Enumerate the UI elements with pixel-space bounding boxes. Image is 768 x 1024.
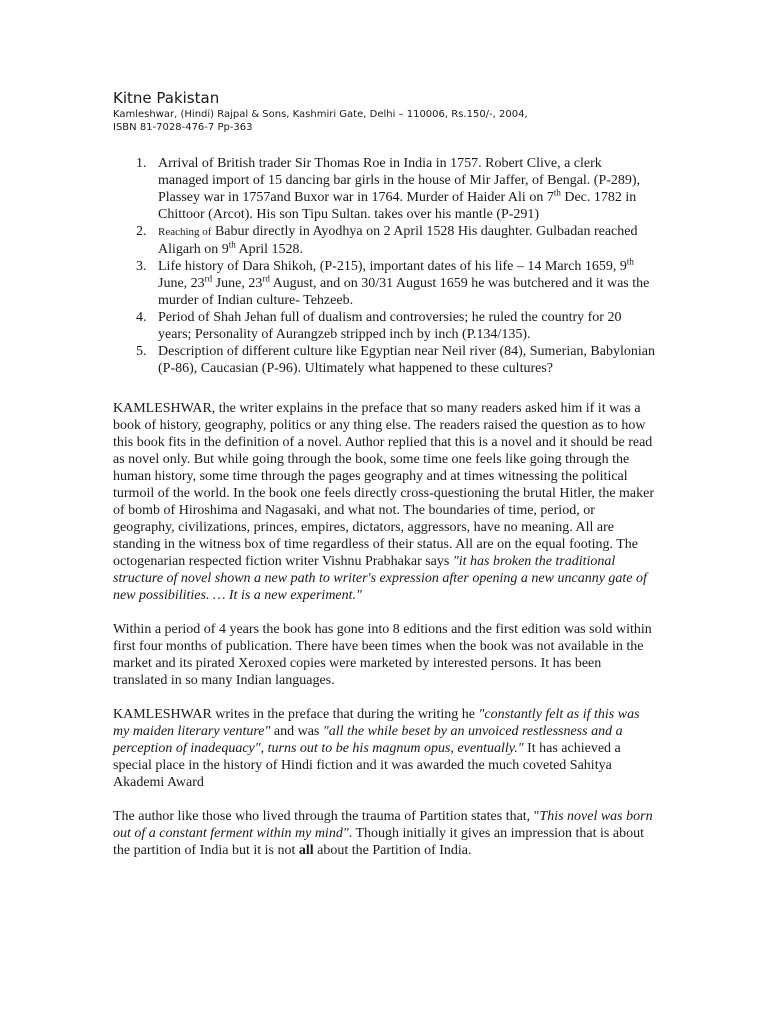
list-text: June, 23 xyxy=(212,276,263,291)
paragraph-magnum-opus xyxy=(113,706,655,791)
paragraph-preface xyxy=(113,400,655,604)
document-title: Kitne Pakistan xyxy=(113,89,220,107)
list-text: Life history of Dara Shikoh, (P-215), important dates of his life – 14 March 1659, 9 xyxy=(158,259,627,274)
list-number: 1. xyxy=(136,156,147,171)
list-text: Arrival of British trader Sir Thomas Roe in India in 1757. Robert Clive, a clerk managed import of 15 dancing bar girls in the house of Mir Jaffer, of Bengal. (P-289), Plassey war in 1757and Buxor war in 1764. Murder of Haider Ali on 7 xyxy=(158,156,641,205)
document-page xyxy=(113,88,655,859)
superscript: rd xyxy=(262,273,270,284)
quote-text: "constantly felt as if this was my maiden literary venture" xyxy=(113,707,640,739)
list-number: 5. xyxy=(136,344,147,359)
list-text-small: Reaching of xyxy=(158,226,212,238)
numbered-list xyxy=(113,155,655,377)
citation-line-2: ISBN 81-7028-476-7 Pp-363 xyxy=(113,122,253,133)
list-text: June, 23 xyxy=(158,276,205,291)
paragraph-text: and was xyxy=(270,724,323,739)
list-item xyxy=(113,309,655,343)
paragraph-text: . Though initially it gives an impression that is about the partition of India but it is not xyxy=(113,826,644,858)
list-text: Babur directly in Ayodhya on 2 April 1528 His daughter. Gulbadan reached Aligarh on 9 xyxy=(158,224,638,257)
list-number: 3. xyxy=(136,259,147,274)
quote-text: "all the while beset by an unvoiced restlessness and a perception of inadequacy", turns out to be his magnum opus, eventually." xyxy=(113,724,623,756)
paragraph-text: The author like those who lived through the trauma of Partition states that, " xyxy=(113,809,540,824)
list-item xyxy=(113,258,655,309)
paragraph-text: Within a period of 4 years the book has gone into 8 editions and the first edition was sold within first four months of publication. There have been times when the book was not available in the market and its pirated Xeroxed copies were marketed by interested persons. It has been translated in so many Indian languages. xyxy=(113,622,652,688)
superscript: th xyxy=(626,256,634,267)
superscript: th xyxy=(228,239,236,250)
list-item xyxy=(113,223,655,258)
list-item xyxy=(113,343,655,377)
list-number: 2. xyxy=(136,224,147,239)
paragraph-editions xyxy=(113,621,655,689)
paragraph-partition xyxy=(113,808,655,859)
list-text: Dec. 1782 in Chittoor (Arcot). His son Tipu Sultan. takes over his mantle (P-291) xyxy=(158,190,637,222)
paragraph-text: It has achieved a special place in the history of Hindi fiction and it was awarded the much coveted Sahitya Akademi Award xyxy=(113,741,621,790)
list-number: 4. xyxy=(136,310,147,325)
paragraph-text: about the Partition of India. xyxy=(313,843,472,858)
quote-text: "it has broken the traditional structure of novel shown a new path to writer's expression after opening a new uncanny gate of new possibilities. … It is a new experiment." xyxy=(113,554,647,603)
list-item xyxy=(113,155,655,223)
superscript: th xyxy=(553,187,561,198)
list-text: August, and on 30/31 August 1659 he was butchered and it was the murder of Indian culture- Tehzeeb. xyxy=(158,276,650,308)
citation-line-1: Kamleshwar, (Hindi) Rajpal & Sons, Kashmiri Gate, Delhi – 110006, Rs.150/-, 2004, xyxy=(113,109,528,120)
superscript: rd xyxy=(204,273,213,284)
list-text: Period of Shah Jehan full of dualism and controversies; he ruled the country for 20 years; Personality of Aurangzeb stripped inch by inch (P.134/135). xyxy=(158,310,622,342)
list-text: April 1528. xyxy=(235,242,304,257)
paragraph-text: KAMLESHWAR, the writer explains in the preface that so many readers asked him if it was a book of history, geography, politics or any thing else. The readers raised the question as to how this book fits in the definition of a novel. Author replied that this is a novel and it should be read as novel only. But while going through the book, some time one feels like going through the human history, some time through the pages geography and at times witnessing the political turmoil of the world. In the book one feels directly cross-questioning the brutal Hitler, the maker of bomb of Hiroshima and Nagasaki, and what not. The boundaries of time, period, or geography, civilizations, princes, empires, dictators, aggressors, have no meaning. All are standing in the witness box of time regardless of their status. All are on the equal footing. The octogenarian respected fiction writer Vishnu Prabhakar says xyxy=(113,401,655,569)
list-text: Description of different culture like Egyptian near Neil river (84), Sumerian, Babylonian (P-86), Caucasian (P-96). Ultimately what happened to these cultures? xyxy=(158,344,655,376)
quote-text: This novel was born out of a constant ferment within my mind" xyxy=(113,809,653,841)
bold-text: all xyxy=(298,843,314,858)
paragraph-text: KAMLESHWAR writes in the preface that during the writing he xyxy=(113,707,479,722)
